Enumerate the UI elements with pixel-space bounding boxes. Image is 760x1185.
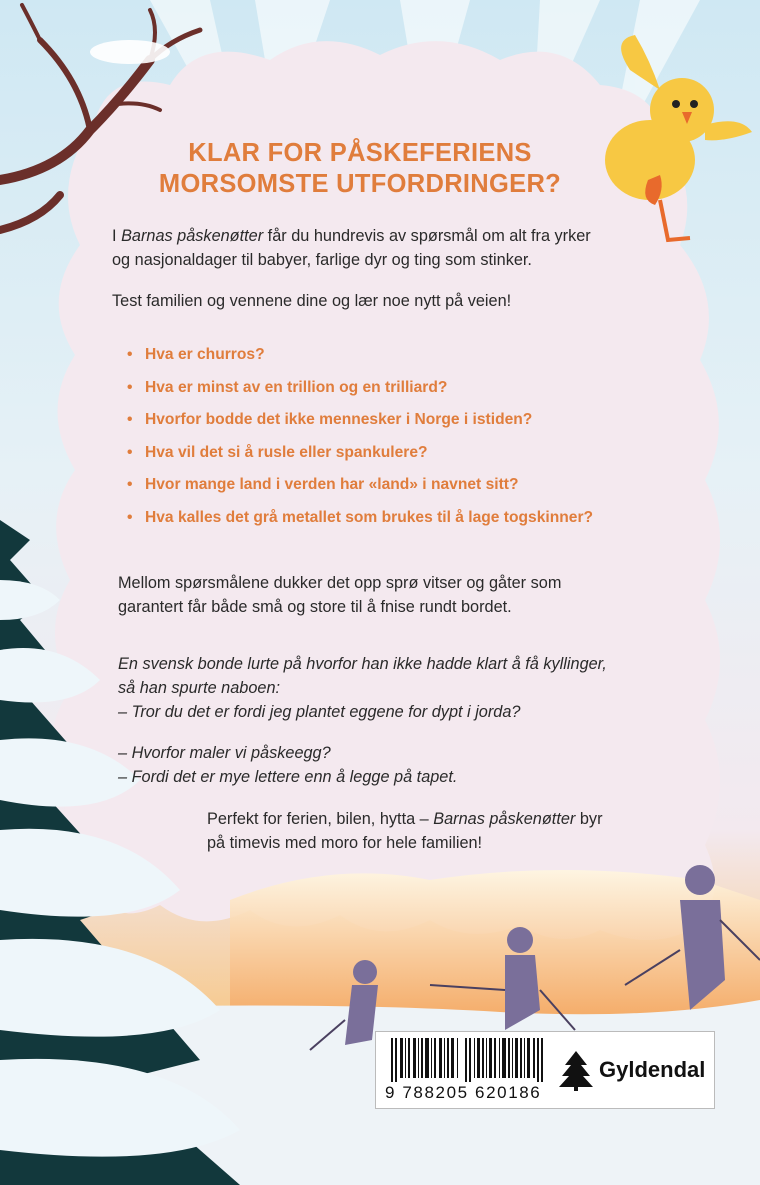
question-list (127, 343, 593, 538)
joke-1-line-1: En svensk bonde lurte på hvorfor han ikke hadde klart å få kyllinger, (118, 655, 607, 673)
closing-pre: Perfekt for ferien, bilen, hytta – (207, 810, 434, 828)
intro-line-1 (112, 224, 591, 248)
intro-pre: I (112, 227, 122, 245)
intro-paragraph (112, 224, 591, 272)
book-title-italic: Barnas påskenøtter (121, 227, 264, 245)
isbn-number: 9 788205 620186 (385, 1083, 542, 1102)
bullet-icon: • (127, 508, 133, 526)
joke-1-line-2: så han spurte naboen: (118, 679, 281, 697)
publisher-name: Gyldendal (599, 1057, 706, 1082)
bullet-icon: • (127, 346, 133, 363)
barcode-box (375, 1031, 715, 1109)
closing-post: byr (575, 810, 603, 828)
joke-2-line-1: – Hvorfor maler vi påskeegg? (118, 744, 331, 762)
bullet-icon: • (127, 411, 133, 428)
bullet-icon: • (127, 443, 133, 461)
middle-line-1: Mellom spørsmålene dukker det opp sprø vitser og gåter som (118, 574, 562, 592)
question-item (127, 506, 593, 539)
middle-line-2: garantert får både små og store til å fnise rundt bordet. (118, 598, 512, 616)
bullet-icon: • (127, 378, 133, 396)
question-text: Hvor mange land i verden har «land» i navnet sitt? (145, 476, 519, 493)
headline (100, 138, 620, 200)
question-item (127, 343, 593, 376)
joke-1-line-3: – Tror du det er fordi jeg plantet eggene for dypt i jorda? (118, 703, 521, 721)
headline-line-2: MORSOMSTE UTFORDRINGER? (158, 170, 562, 198)
closing-book-title: Barnas påskenøtter (433, 810, 576, 828)
joke-1 (118, 652, 607, 724)
fir-tree-logo-icon (559, 1051, 593, 1091)
joke-2 (118, 741, 457, 789)
question-text: Hva er churros? (145, 346, 265, 363)
barcode-icon (391, 1038, 551, 1082)
middle-paragraph (118, 571, 561, 619)
question-text: Hva er minst av en trillion og en trilliard? (145, 378, 448, 396)
closing-line-1 (207, 807, 603, 831)
intro-post: får du hundrevis av spørsmål om alt fra yrker (263, 227, 591, 245)
question-text: Hvorfor bodde det ikke mennesker i Norge i istiden? (145, 411, 533, 428)
closing-paragraph (207, 807, 603, 855)
intro-line-2: og nasjonaldager til babyer, farlige dyr og ting som stinker. (112, 251, 532, 269)
question-item (127, 376, 593, 409)
joke-2-line-2: – Fordi det er mye lettere enn å legge på tapet. (118, 768, 458, 786)
closing-line-2: på timevis med moro for hele familien! (207, 834, 483, 852)
question-item (127, 408, 593, 441)
question-item (127, 473, 593, 506)
question-item (127, 441, 593, 474)
headline-line-1: KLAR FOR PÅSKEFERIENS (188, 139, 532, 167)
bullet-icon: • (127, 476, 133, 493)
question-text: Hva kalles det grå metallet som brukes til å lage togskinner? (145, 508, 594, 526)
question-text: Hva vil det si å rusle eller spankulere? (145, 443, 428, 461)
test-line: Test familien og vennene dine og lær noe nytt på veien! (112, 292, 512, 310)
